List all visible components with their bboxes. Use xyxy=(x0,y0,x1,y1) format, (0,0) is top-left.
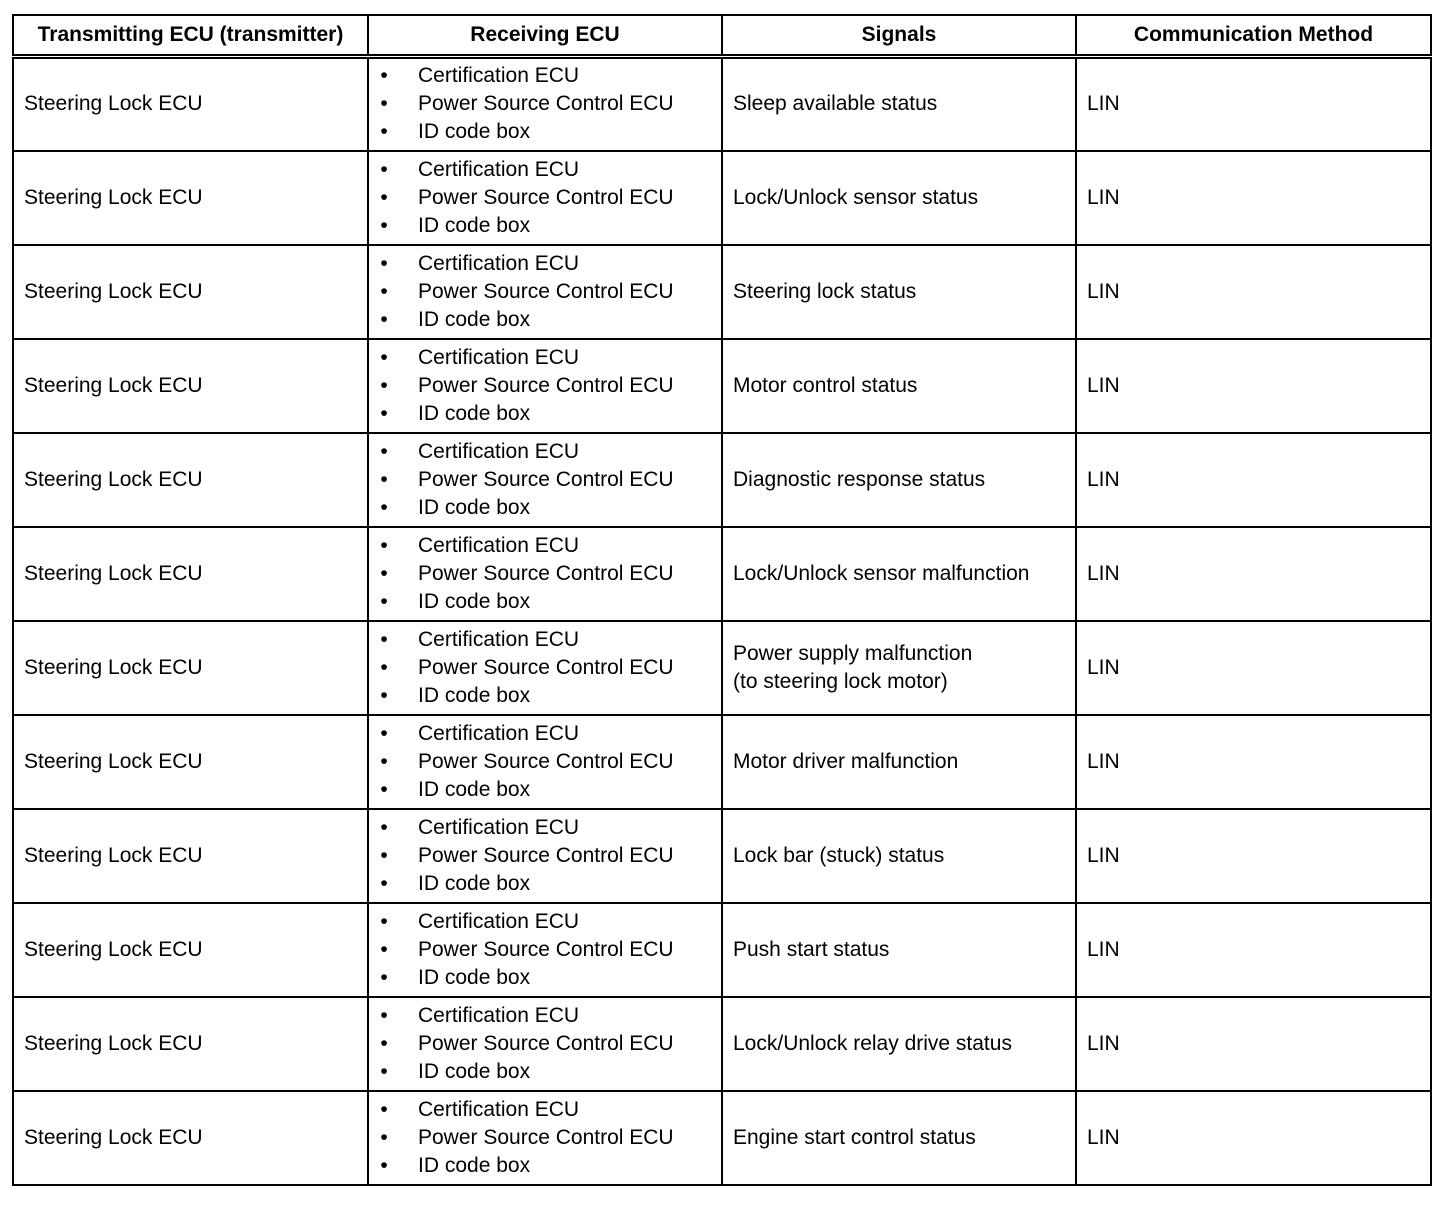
transmitter-cell: Steering Lock ECU xyxy=(13,245,368,339)
receiver-item xyxy=(369,156,721,184)
receiver-label: Certification ECU xyxy=(418,345,580,369)
method-cell: LIN xyxy=(1076,715,1431,809)
bullet-icon: • xyxy=(380,965,388,989)
table-row xyxy=(13,903,1431,997)
receiver-label: ID code box xyxy=(418,965,531,989)
receiver-item xyxy=(369,588,721,616)
bullet-icon: • xyxy=(380,843,388,867)
bullet-icon: • xyxy=(380,683,388,707)
table-row xyxy=(13,527,1431,621)
receiver-item xyxy=(369,306,721,334)
receiver-item xyxy=(369,654,721,682)
header-signals: Signals xyxy=(722,15,1076,57)
signal-text: (to steering lock motor) xyxy=(733,669,948,693)
receiver-item xyxy=(369,532,721,560)
method-cell: LIN xyxy=(1076,809,1431,903)
method-cell: LIN xyxy=(1076,57,1431,151)
receiver-item xyxy=(369,776,721,804)
receiver-label: ID code box xyxy=(418,683,531,707)
header-communication-method: Communication Method xyxy=(1076,15,1431,57)
receiver-item xyxy=(369,560,721,588)
header-row xyxy=(13,15,1431,57)
receivers-list xyxy=(369,908,721,992)
receiver-item xyxy=(369,278,721,306)
signal-text: Lock/Unlock sensor malfunction xyxy=(733,561,1030,585)
receiver-label: Certification ECU xyxy=(418,1097,580,1121)
receiver-label: Certification ECU xyxy=(418,64,580,88)
signal-text: Diagnostic response status xyxy=(733,467,986,491)
receiver-item xyxy=(369,344,721,372)
receiver-label: ID code box xyxy=(418,1153,531,1177)
bullet-icon: • xyxy=(380,307,388,331)
bullet-icon: • xyxy=(380,815,388,839)
receiver-label: Power Source Control ECU xyxy=(418,749,674,773)
transmitter-cell: Steering Lock ECU xyxy=(13,715,368,809)
method-cell: LIN xyxy=(1076,621,1431,715)
bullet-icon: • xyxy=(380,1031,388,1055)
receivers-list xyxy=(369,626,721,710)
signal-text: Lock/Unlock relay drive status xyxy=(733,1031,1012,1055)
table-row xyxy=(13,339,1431,433)
signal-cell xyxy=(722,621,1076,715)
signal-cell xyxy=(722,339,1076,433)
signal-cell xyxy=(722,433,1076,527)
receiver-label: Power Source Control ECU xyxy=(418,561,674,585)
receiver-label: Certification ECU xyxy=(418,157,580,181)
receiver-item xyxy=(369,1096,721,1124)
receiver-item xyxy=(369,870,721,898)
bullet-icon: • xyxy=(380,279,388,303)
receiver-item xyxy=(369,842,721,870)
table-row xyxy=(13,433,1431,527)
receiver-label: Certification ECU xyxy=(418,533,580,557)
table-row xyxy=(13,151,1431,245)
method-cell: LIN xyxy=(1076,903,1431,997)
receivers-cell xyxy=(368,903,722,997)
transmitter-cell: Steering Lock ECU xyxy=(13,1091,368,1185)
bullet-icon: • xyxy=(380,92,388,116)
bullet-icon: • xyxy=(380,871,388,895)
signal-cell xyxy=(722,151,1076,245)
receivers-list xyxy=(369,1096,721,1180)
receiver-label: Power Source Control ECU xyxy=(418,92,674,116)
receiver-label: ID code box xyxy=(418,1059,531,1083)
signal-cell xyxy=(722,997,1076,1091)
receiver-label: Certification ECU xyxy=(418,627,580,651)
bullet-icon: • xyxy=(380,251,388,275)
signal-cell xyxy=(722,715,1076,809)
receiver-item xyxy=(369,90,721,118)
receiver-label: Certification ECU xyxy=(418,1003,580,1027)
bullet-icon: • xyxy=(380,1125,388,1149)
receiver-label: ID code box xyxy=(418,307,531,331)
receiver-item xyxy=(369,400,721,428)
transmitter-cell: Steering Lock ECU xyxy=(13,527,368,621)
method-cell: LIN xyxy=(1076,1091,1431,1185)
receivers-cell xyxy=(368,151,722,245)
receiver-item xyxy=(369,748,721,776)
receivers-list xyxy=(369,344,721,428)
receiver-item xyxy=(369,466,721,494)
receiver-label: Certification ECU xyxy=(418,721,580,745)
receiver-item xyxy=(369,438,721,466)
table-row xyxy=(13,715,1431,809)
transmitter-cell: Steering Lock ECU xyxy=(13,433,368,527)
receiver-label: Certification ECU xyxy=(418,251,580,275)
bullet-icon: • xyxy=(380,467,388,491)
receivers-cell xyxy=(368,1091,722,1185)
signal-text: Power supply malfunction xyxy=(733,641,973,665)
signal-cell xyxy=(722,903,1076,997)
receiver-label: Power Source Control ECU xyxy=(418,1125,674,1149)
receivers-cell xyxy=(368,433,722,527)
table-row xyxy=(13,57,1431,151)
method-cell: LIN xyxy=(1076,997,1431,1091)
signal-text: Steering lock status xyxy=(733,279,917,303)
receivers-cell xyxy=(368,339,722,433)
receivers-list xyxy=(369,1002,721,1086)
receiver-label: Power Source Control ECU xyxy=(418,467,674,491)
receivers-list xyxy=(369,250,721,334)
receiver-label: Power Source Control ECU xyxy=(418,937,674,961)
bullet-icon: • xyxy=(380,589,388,613)
receivers-cell xyxy=(368,57,722,151)
receivers-list xyxy=(369,532,721,616)
receiver-label: Certification ECU xyxy=(418,439,580,463)
receiver-item xyxy=(369,720,721,748)
receiver-item xyxy=(369,964,721,992)
bullet-icon: • xyxy=(380,64,388,88)
receivers-cell xyxy=(368,997,722,1091)
receiver-label: ID code box xyxy=(418,589,531,613)
receivers-list xyxy=(369,720,721,804)
receiver-item xyxy=(369,212,721,240)
signal-text: Lock/Unlock sensor status xyxy=(733,185,979,209)
ecu-communication-table xyxy=(12,14,1432,1186)
bullet-icon: • xyxy=(380,777,388,801)
receiver-label: Power Source Control ECU xyxy=(418,185,674,209)
bullet-icon: • xyxy=(380,937,388,961)
transmitter-cell: Steering Lock ECU xyxy=(13,809,368,903)
receiver-item xyxy=(369,250,721,278)
bullet-icon: • xyxy=(380,655,388,679)
receiver-label: ID code box xyxy=(418,871,531,895)
table-row xyxy=(13,1091,1431,1185)
receiver-label: Certification ECU xyxy=(418,909,580,933)
receivers-cell xyxy=(368,245,722,339)
receiver-item xyxy=(369,1058,721,1086)
bullet-icon: • xyxy=(380,627,388,651)
signal-cell xyxy=(722,809,1076,903)
bullet-icon: • xyxy=(380,345,388,369)
bullet-icon: • xyxy=(380,373,388,397)
receiver-label: ID code box xyxy=(418,401,531,425)
receivers-cell xyxy=(368,715,722,809)
method-cell: LIN xyxy=(1076,151,1431,245)
receiver-item xyxy=(369,1124,721,1152)
header-transmitting-ecu: Transmitting ECU (transmitter) xyxy=(13,15,368,57)
receivers-list xyxy=(369,62,721,146)
receiver-item xyxy=(369,814,721,842)
table-row xyxy=(13,809,1431,903)
transmitter-cell: Steering Lock ECU xyxy=(13,151,368,245)
signal-text: Motor control status xyxy=(733,373,918,397)
receiver-label: Certification ECU xyxy=(418,815,580,839)
header-receiving-ecu: Receiving ECU xyxy=(368,15,722,57)
bullet-icon: • xyxy=(380,721,388,745)
table-body xyxy=(13,57,1431,1185)
transmitter-cell: Steering Lock ECU xyxy=(13,903,368,997)
bullet-icon: • xyxy=(380,909,388,933)
bullet-icon: • xyxy=(380,120,388,144)
receivers-cell xyxy=(368,809,722,903)
signal-text: Push start status xyxy=(733,937,890,961)
receivers-list xyxy=(369,156,721,240)
receiver-label: ID code box xyxy=(418,777,531,801)
receiver-item xyxy=(369,908,721,936)
signal-cell xyxy=(722,1091,1076,1185)
receiver-item xyxy=(369,62,721,90)
table-row xyxy=(13,245,1431,339)
receiver-label: Power Source Control ECU xyxy=(418,1031,674,1055)
signal-cell xyxy=(722,245,1076,339)
receiver-label: ID code box xyxy=(418,120,531,144)
bullet-icon: • xyxy=(380,1097,388,1121)
bullet-icon: • xyxy=(380,185,388,209)
bullet-icon: • xyxy=(380,749,388,773)
receiver-item xyxy=(369,118,721,146)
signal-text: Motor driver malfunction xyxy=(733,749,959,773)
method-cell: LIN xyxy=(1076,527,1431,621)
receiver-item xyxy=(369,184,721,212)
receiver-item xyxy=(369,1030,721,1058)
bullet-icon: • xyxy=(380,533,388,557)
receiver-label: Power Source Control ECU xyxy=(418,373,674,397)
bullet-icon: • xyxy=(380,495,388,519)
receivers-cell xyxy=(368,621,722,715)
bullet-icon: • xyxy=(380,1059,388,1083)
transmitter-cell: Steering Lock ECU xyxy=(13,57,368,151)
bullet-icon: • xyxy=(380,439,388,463)
bullet-icon: • xyxy=(380,401,388,425)
signal-text: Lock bar (stuck) status xyxy=(733,843,945,867)
transmitter-cell: Steering Lock ECU xyxy=(13,339,368,433)
receiver-item xyxy=(369,372,721,400)
signal-text: Sleep available status xyxy=(733,92,938,116)
method-cell: LIN xyxy=(1076,433,1431,527)
table-row xyxy=(13,621,1431,715)
receiver-item xyxy=(369,494,721,522)
signal-cell xyxy=(722,527,1076,621)
receiver-label: ID code box xyxy=(418,495,531,519)
signal-cell xyxy=(722,57,1076,151)
receiver-label: Power Source Control ECU xyxy=(418,843,674,867)
receiver-item xyxy=(369,682,721,710)
receiver-item xyxy=(369,626,721,654)
receiver-label: ID code box xyxy=(418,213,531,237)
transmitter-cell: Steering Lock ECU xyxy=(13,621,368,715)
signal-text: Engine start control status xyxy=(733,1125,976,1149)
table-row xyxy=(13,997,1431,1091)
receivers-cell xyxy=(368,527,722,621)
receivers-list xyxy=(369,438,721,522)
receiver-item xyxy=(369,936,721,964)
receiver-item xyxy=(369,1002,721,1030)
method-cell: LIN xyxy=(1076,245,1431,339)
bullet-icon: • xyxy=(380,1153,388,1177)
bullet-icon: • xyxy=(380,213,388,237)
bullet-icon: • xyxy=(380,157,388,181)
receiver-label: Power Source Control ECU xyxy=(418,279,674,303)
table-header xyxy=(13,15,1431,57)
bullet-icon: • xyxy=(380,1003,388,1027)
transmitter-cell: Steering Lock ECU xyxy=(13,997,368,1091)
receiver-label: Power Source Control ECU xyxy=(418,655,674,679)
bullet-icon: • xyxy=(380,561,388,585)
receivers-list xyxy=(369,814,721,898)
method-cell: LIN xyxy=(1076,339,1431,433)
receiver-item xyxy=(369,1152,721,1180)
